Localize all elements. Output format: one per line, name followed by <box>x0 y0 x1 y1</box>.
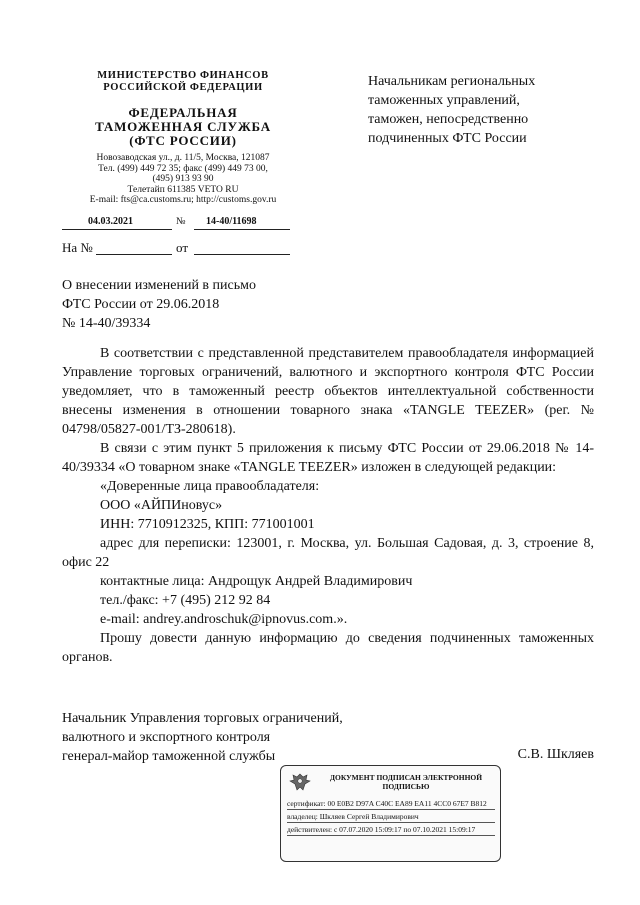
ministry-name <box>58 70 308 94</box>
stamp-title-line: ДОКУМЕНТ ПОДПИСАН ЭЛЕКТРОННОЙ <box>329 773 483 782</box>
contact-line: Новозаводская ул., д. 11/5, Москва, 121087 <box>96 153 270 163</box>
quoted-line: адрес для переписки: 123001, г. Москва, ул. Большая Садовая, д. 3, строение 8, офис 22 <box>62 536 594 570</box>
stamp-title-line: ПОДПИСЬЮ <box>382 782 430 791</box>
quoted-line: «Доверенные лица правообладателя: <box>100 479 320 494</box>
date-underline <box>62 229 172 230</box>
service-name <box>58 106 308 148</box>
signer-position-line: Начальник Управления торговых ограничений, <box>62 711 343 726</box>
incoming-date-label: от <box>176 240 189 255</box>
quoted-line: контактные лица: Андрощук Андрей Владимирович <box>100 574 413 589</box>
addressee <box>368 72 598 148</box>
addressee-line: таможенных управлений, <box>368 93 520 108</box>
subject-line: О внесении изменений в письмо <box>62 278 256 293</box>
ministry-line: РОССИЙСКОЙ ФЕДЕРАЦИИ <box>103 82 263 93</box>
contact-line: (495) 913 93 90 <box>152 174 214 184</box>
quoted-line: e-mail: andrey.androschuk@ipnovus.com.». <box>100 612 348 627</box>
quoted-line: тел./факс: +7 (495) 212 92 84 <box>100 593 271 608</box>
stamp-details <box>287 799 495 838</box>
body-paragraph: В соответствии с представленной представителем правообладателя информацией Управление торговых ограничений, валютного и экспортного контроля ФТС России уведомляет, что в таможенный реестр объектов интеллектуальной собственности внесены изменения в отношении товарного знака «TANGLE TEEZER» (рег. № 04798/05827-001/ТЗ-280618). <box>62 346 594 437</box>
stamp-title <box>317 773 495 791</box>
addressee-line: Начальникам региональных <box>368 74 536 89</box>
incoming-number-label: На № <box>62 240 93 255</box>
outgoing-number: 14-40/11698 <box>206 216 257 227</box>
subject-line: ФТС России от 29.06.2018 <box>62 297 220 312</box>
addressee-line: подчиненных ФТС России <box>368 131 527 146</box>
subject-line: № 14-40/39334 <box>62 316 151 331</box>
number-label: № <box>176 216 186 227</box>
letter-body <box>62 344 594 667</box>
outgoing-date: 04.03.2021 <box>88 216 133 227</box>
signer-name: С.В. Шкляев <box>517 747 594 762</box>
electronic-signature-stamp <box>280 765 501 862</box>
service-line: ФЕДЕРАЛЬНАЯ <box>128 105 238 120</box>
number-underline <box>194 229 290 230</box>
quoted-line: ООО «АЙПИновус» <box>100 498 223 513</box>
service-line: (ФТС РОССИИ) <box>129 133 237 148</box>
contact-block <box>58 153 308 206</box>
quoted-line: ИНН: 7710912325, КПП: 771001001 <box>100 517 315 532</box>
ministry-line: МИНИСТЕРСТВО ФИНАНСОВ <box>97 70 269 81</box>
stamp-certificate: сертификат: 00 E0B2 D97A C40C EA89 EA11 4CC0 67E7 B812 <box>287 799 495 810</box>
signer-position-line: валютного и экспортного контроля <box>62 730 271 745</box>
eagle-emblem-icon <box>287 771 313 793</box>
signer-position <box>62 709 343 766</box>
service-line: ТАМОЖЕННАЯ СЛУЖБА <box>95 119 271 134</box>
stamp-owner: владелец: Шкляев Сергей Владимирович <box>287 812 495 823</box>
contact-line: Тел. (499) 449 72 35; факс (499) 449 73 00, <box>98 163 268 174</box>
addressee-line: таможен, непосредственно <box>368 112 529 127</box>
stamp-validity: действителен: с 07.07.2020 15:09:17 по 07.10.2021 15:09:17 <box>287 825 495 836</box>
signer-position-line: генерал-майор таможенной службы <box>62 749 276 764</box>
incoming-number-underline <box>96 254 172 255</box>
subject <box>62 276 256 333</box>
contact-line: E-mail: fts@ca.customs.ru; http://customs.gov.ru <box>89 195 277 205</box>
body-paragraph: В связи с этим пункт 5 приложения к письму ФТС России от 29.06.2018 № 14-40/39334 «О товарном знаке «TANGLE TEEZER» изложен в следующей редакции: <box>62 441 594 475</box>
contact-line: Телетайп 611385 VETO RU <box>127 184 239 195</box>
incoming-date-underline <box>194 254 290 255</box>
body-paragraph: Прошу довести данную информацию до сведения подчиненных таможенных органов. <box>62 631 594 665</box>
